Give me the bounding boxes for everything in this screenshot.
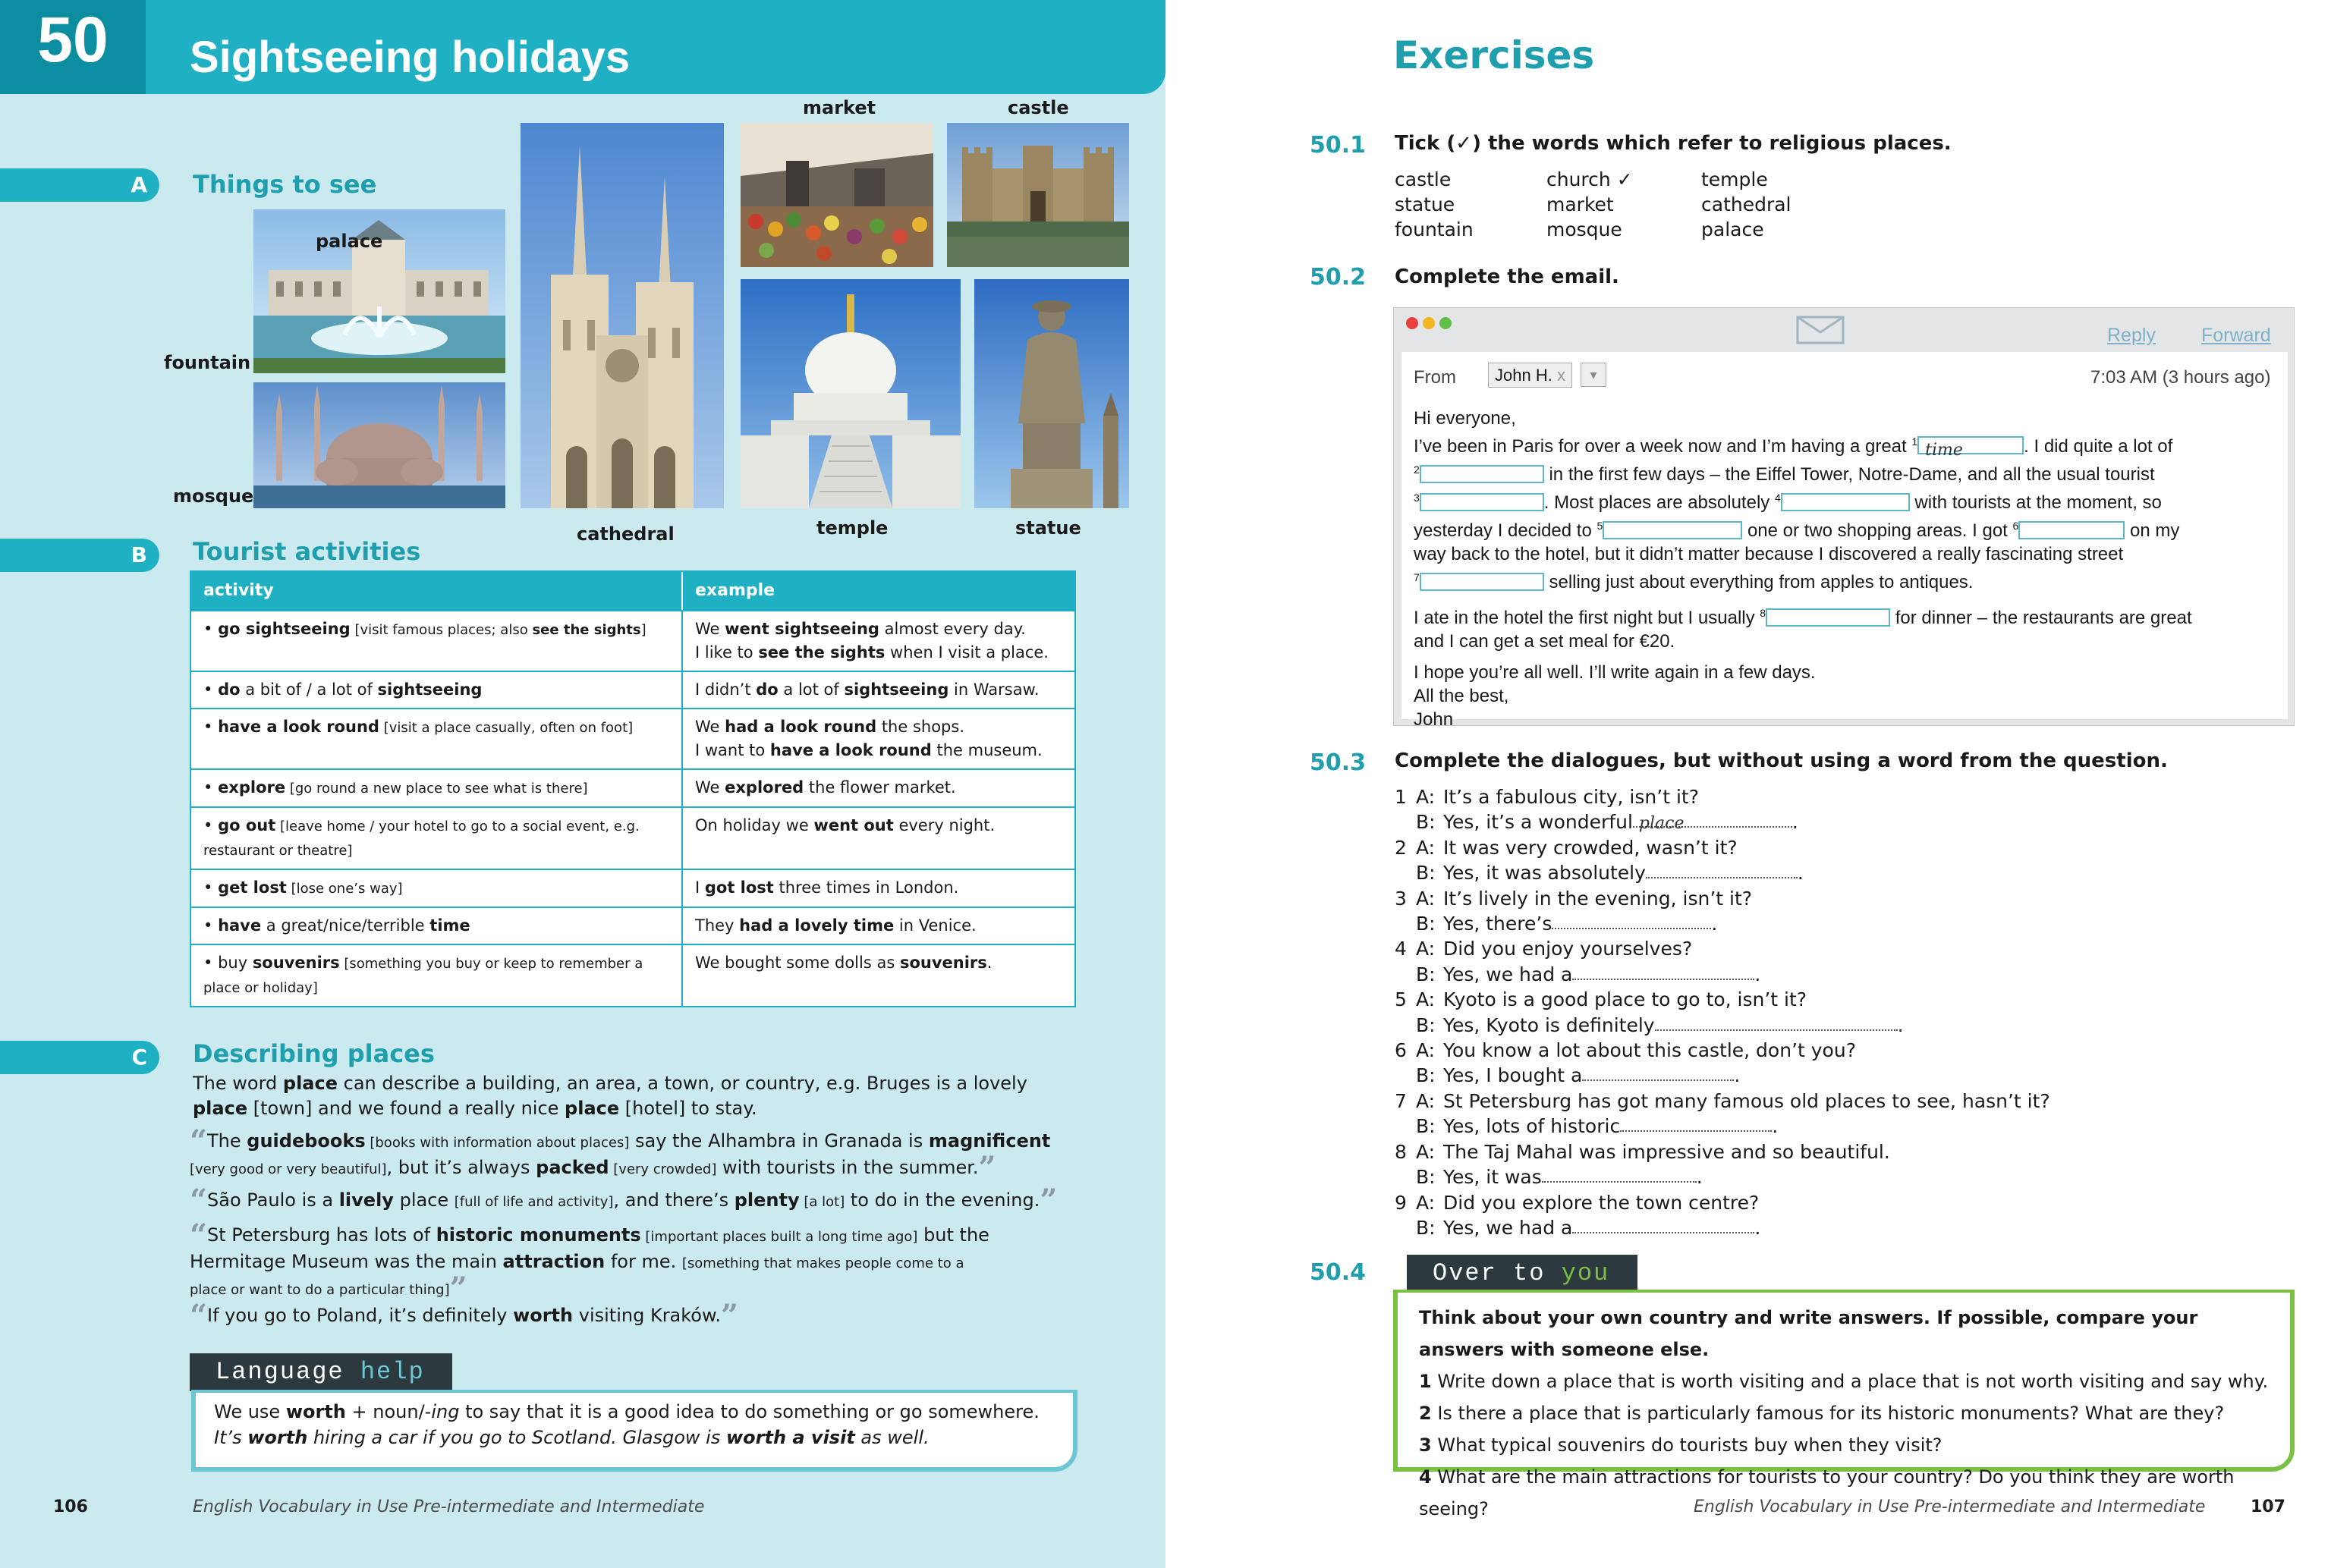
page-number-right: 107 — [2251, 1497, 2285, 1516]
word-item: mosque — [1546, 218, 1622, 240]
table-row: • go sightseeing [visit famous places; also see the sights] We went sightseeing almost every day. I like to see the sights when I visit a place. — [191, 610, 1074, 671]
describing-intro: The word place can describe a building, an area, a town, or country, e.g. Bruges is a lovely place [town] and we found a really nice place [hotel] to stay. — [193, 1073, 1027, 1119]
dialogue-a: 3 A: It’s lively in the evening, isn’t it? — [1395, 887, 1753, 910]
language-help-heading: Language help — [190, 1353, 452, 1391]
header-activity: activity — [191, 572, 683, 610]
word-item: market — [1546, 193, 1614, 215]
dialogue-b: B: Yes, it was . — [1416, 1166, 1703, 1189]
palace-label: palace — [316, 231, 383, 252]
minimize-dot-icon — [1423, 317, 1435, 329]
dialogues-list — [1395, 784, 2290, 1240]
section-b-title: Tourist activities — [193, 537, 421, 566]
word-item: statue — [1395, 193, 1455, 215]
castle-label: castle — [1008, 97, 1069, 118]
over-to-you-heading: Over to you — [1407, 1255, 1637, 1293]
statue-label: statue — [1015, 517, 1081, 539]
email-message: Hi everyone, I’ve been in Paris for over a week now and I’m having a great $^1$ time . I did quite a lot of $^2$ in the first few days – the Eiffel Tower, Notre-Dame, and all the usual tourist $^3$ . Most places are absolutely $^4$ with tourists at the moment, so yesterday I decided to $^5$ one or two shopping areas. I got $^6$ on my way back to the hotel, but it didn’t matter because I discovered a really fascinating street $^7$ selling just about everything from apples to antiques. I ate in the hotel the first night but I usually $^8$ for dinner – the restaurants are great and I can get a set meal for €20. I hope you’re all well. I’ll write again in a few days. All the best, John — [1414, 408, 2192, 730]
question-item: 4 What are the main attractions for tourists to your country? Do you think they are worth seeing? — [1419, 1466, 2235, 1519]
email-window — [1393, 307, 2295, 730]
reply-link[interactable]: Reply — [2107, 325, 2156, 346]
answer-line[interactable] — [1646, 860, 1798, 878]
cathedral-photo — [521, 123, 724, 508]
question-item: 3 What typical souvenirs do tourists buy when they visit? — [1419, 1434, 1942, 1456]
dialogue-b: B: Yes, Kyoto is definitely . — [1416, 1013, 1904, 1036]
table-row: • have a great/nice/terrible time They had a lovely time in Venice. — [191, 907, 1074, 944]
word-item: castle — [1395, 168, 1452, 190]
section-c-tab: C — [0, 1041, 159, 1074]
temple-photo — [741, 279, 961, 508]
word-item: temple — [1701, 168, 1768, 190]
castle-photo — [947, 123, 1129, 267]
dialogue-b: B: Yes, I bought a . — [1416, 1064, 1741, 1087]
dialogue-a: 4 A: Did you enjoy yourselves? — [1395, 938, 1693, 960]
forward-link[interactable]: Forward — [2201, 325, 2271, 346]
word-item: fountain — [1395, 218, 1474, 240]
quote-guidebooks: “The guidebooks [books with information about places] say the Alhambra in Granada is magnificent [very good or very beautiful], but it’s always packed [very crowded] with tourists in the summer.” — [190, 1123, 1051, 1186]
answer-line[interactable] — [1582, 1063, 1734, 1081]
answer-line[interactable] — [1655, 1013, 1898, 1031]
table-row: • get lost [lose one’s way] I got lost three times in London. — [191, 869, 1074, 907]
answer-line[interactable] — [1552, 911, 1711, 929]
dialogue-a: 6 A: You know a lot about this castle, don’t you? — [1395, 1039, 1856, 1062]
temple-label: temple — [816, 517, 889, 539]
word-item: cathedral — [1701, 193, 1792, 215]
answer-line[interactable] — [1572, 962, 1754, 980]
question-item: 1 Write down a place that is worth visiting and a place that is not worth visiting and say why. — [1419, 1371, 2269, 1392]
header-example: example — [695, 581, 775, 600]
table-row: • go out [leave home / your hotel to go to a social event, e.g. restaurant or theatre] On holiday we went out every night. — [191, 806, 1074, 869]
table-row: • buy souvenirs [something you buy or keep to remember a place or holiday] We bought some dolls as souvenirs. — [191, 944, 1074, 1006]
quote-st-petersburg: “St Petersburg has lots of historic monuments [important places built a long time ago] but the Hermitage Museum was the main attraction for me. [something that makes people come to a place or want to do a particular thing]” — [190, 1218, 989, 1306]
exercise-50-1-number: 50.1 — [1310, 132, 1367, 159]
word-item: church ✓ — [1546, 168, 1633, 190]
section-b-tab: B — [0, 539, 159, 572]
answer-line[interactable]: place — [1633, 809, 1792, 828]
dialogue-b: B: Yes, it’s a wonderful place . — [1416, 811, 1798, 834]
from-label: From — [1414, 367, 1456, 388]
dialogue-b: B: Yes, we had a . — [1416, 1216, 1761, 1239]
dialogue-b: B: Yes, there’s . — [1416, 913, 1718, 935]
gap-input[interactable]: time — [1917, 436, 2024, 454]
statue-photo — [974, 279, 1129, 508]
exercise-50-3-instruction: Complete the dialogues, but without using a word from the question. — [1395, 749, 2168, 772]
close-dot-icon — [1406, 317, 1418, 329]
dialogue-b: B: Yes, it was absolutely . — [1416, 862, 1804, 885]
gap-input[interactable] — [1420, 465, 1544, 483]
market-photo — [741, 123, 933, 267]
market-label: market — [803, 97, 876, 118]
exercise-50-1-instruction: Tick (✓) the words which refer to religious places. — [1395, 132, 1952, 155]
maximize-dot-icon — [1439, 317, 1452, 329]
gap-input[interactable] — [1420, 573, 1544, 591]
dialogue-b: B: Yes, lots of historic . — [1416, 1115, 1779, 1138]
question-item: 2 Is there a place that is particularly famous for its historic monuments? What are they? — [1419, 1403, 2225, 1424]
exercise-50-2-number: 50.2 — [1310, 264, 1367, 291]
fountain-label: fountain — [164, 352, 251, 373]
unit-title: Sightseeing holidays — [190, 33, 631, 82]
quote-poland: “If you go to Poland, it’s definitely worth visiting Kraków.” — [190, 1298, 739, 1334]
section-a-tab: A — [0, 168, 159, 202]
dialogue-a: 7 A: St Petersburg has got many famous old places to see, hasn’t it? — [1395, 1089, 2050, 1112]
gap-input[interactable] — [1420, 493, 1544, 511]
section-a-title: Things to see — [193, 170, 377, 199]
table-row: • have a look round [visit a place casually, often on foot] We had a look round the shops. I want to have a look round the museum. — [191, 708, 1074, 768]
email-body — [1401, 352, 2288, 730]
language-help-box: We use worth + noun/-ing to say that it is a good idea to do something or go somewhere. It’s worth hiring a car if you go to Scotland. Glasgow is worth a visit as well. — [191, 1390, 1077, 1472]
dialogue-b: B: Yes, we had a . — [1416, 963, 1761, 985]
mosque-photo — [253, 382, 505, 508]
answer-line[interactable] — [1542, 1164, 1697, 1183]
religious-words-grid — [1395, 167, 1853, 242]
answer-line[interactable] — [1620, 1114, 1772, 1132]
gap-input[interactable] — [1781, 493, 1910, 511]
chevron-down-icon[interactable]: ▾ — [1581, 363, 1606, 387]
page-number-left: 106 — [53, 1497, 88, 1516]
gap-input[interactable] — [1766, 608, 1890, 627]
mosque-label: mosque — [173, 485, 254, 507]
dialogue-a: 9 A: Did you explore the town centre? — [1395, 1191, 1760, 1214]
exercises-title: Exercises — [1393, 33, 1595, 77]
right-page — [1166, 0, 2331, 1568]
section-c-title: Describing places — [193, 1039, 435, 1068]
word-item: palace — [1701, 218, 1764, 240]
quote-sao-paulo: “São Paulo is a lively place [full of life and activity], and there’s plenty [a lot] to do in the evening.” — [190, 1183, 1058, 1218]
dialogue-a: 1 A: It’s a fabulous city, isn’t it? — [1395, 786, 1699, 808]
table-row: • explore [go round a new place to see what is there] We explored the flower market. — [191, 768, 1074, 806]
exercise-50-4-number: 50.4 — [1310, 1259, 1367, 1286]
email-time: 7:03 AM (3 hours ago) — [2090, 367, 2271, 388]
table-row: • do a bit of / a lot of sightseeing I didn’t do a lot of sightseeing in Warsaw. — [191, 671, 1074, 708]
unit-number: 50 — [37, 4, 109, 75]
exercise-50-2-instruction: Complete the email. — [1395, 266, 1619, 288]
over-to-you-intro: Think about your own country and write answers. If possible, compare your answers with someone else. — [1419, 1307, 2198, 1360]
footer-left: English Vocabulary in Use Pre-intermediate and Intermediate — [193, 1497, 705, 1516]
dialogue-a: 2 A: It was very crowded, wasn’t it? — [1395, 836, 1738, 859]
dialogue-a: 5 A: Kyoto is a good place to go to, isn’t it? — [1395, 988, 1807, 1011]
cathedral-label: cathedral — [577, 523, 675, 545]
sender-chip[interactable]: John H. x — [1488, 363, 1572, 388]
table-header — [191, 572, 1074, 610]
footer-right: English Vocabulary in Use Pre-intermediate and Intermediate — [1694, 1497, 2206, 1516]
activities-table — [190, 570, 1076, 1007]
dialogue-a: 8 A: The Taj Mahal was impressive and so beautiful. — [1395, 1140, 1890, 1163]
gap-input[interactable] — [1603, 521, 1742, 539]
answer-line[interactable] — [1572, 1215, 1754, 1233]
exercise-50-3-number: 50.3 — [1310, 749, 1367, 776]
gap-input[interactable] — [2018, 521, 2125, 539]
envelope-icon — [1796, 316, 1845, 344]
